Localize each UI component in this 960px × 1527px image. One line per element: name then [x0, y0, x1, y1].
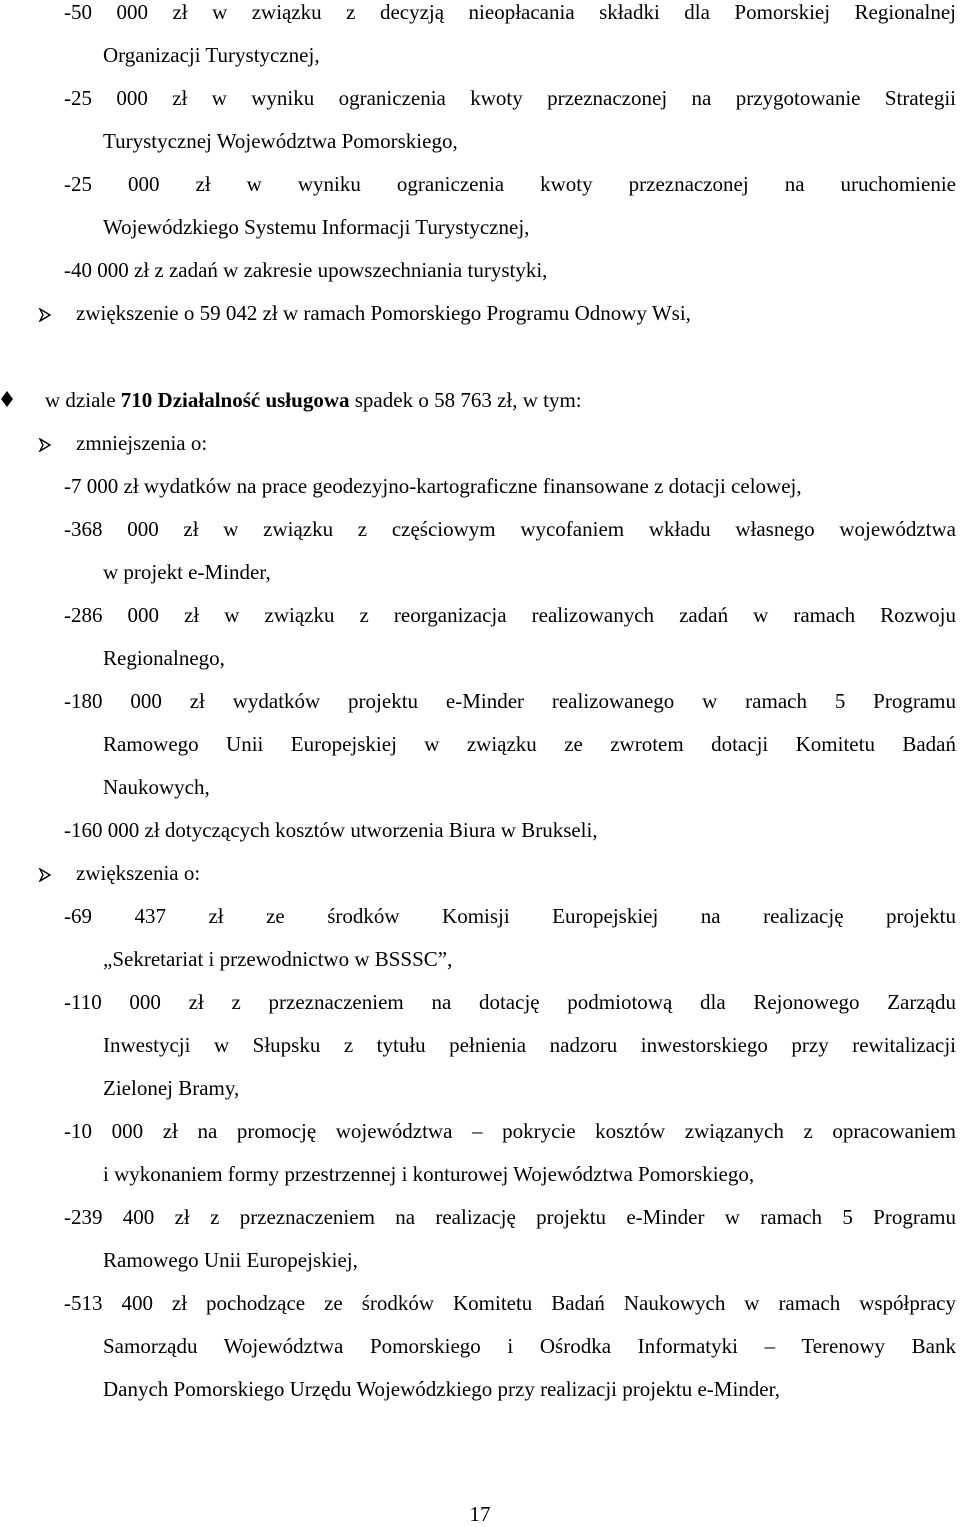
text-line: zmniejszenia o: [76, 431, 208, 455]
text-line: -25 000 zł w wyniku ograniczenia kwoty przeznaczonej na przygotowanie Strategii [64, 86, 956, 110]
text-line: Organizacji Turystycznej, [103, 43, 320, 67]
text-line: Samorządu Województwa Pomorskiego i Ośrodka Informatyki – Terenowy Bank [103, 1334, 956, 1358]
text-line: -69 437 zł ze środków Komisji Europejskiej na realizację projektu [64, 904, 956, 928]
text-line: -286 000 zł w związku z reorganizacja realizowanych zadań w ramach Rozwoju [64, 603, 956, 627]
arrowhead-bullet-icon [38, 308, 52, 322]
text-line: -180 000 zł wydatków projektu e-Minder realizowanego w ramach 5 Programu [64, 689, 956, 713]
text-line: -368 000 zł w związku z częściowym wycofaniem wkładu własnego województwa [64, 517, 956, 541]
text-line: Wojewódzkiego Systemu Informacji Turystycznej, [103, 215, 530, 239]
text-line: -160 000 zł dotyczących kosztów utworzenia Biura w Brukseli, [64, 818, 598, 842]
arrowhead-bullet-icon [38, 868, 52, 882]
text-line: -10 000 zł na promocję województwa – pokrycie kosztów związanych z opracowaniem [64, 1119, 956, 1143]
text-line: zwiększenia o: [76, 861, 201, 885]
text-line: -239 400 zł z przeznaczeniem na realizację projektu e-Minder w ramach 5 Programu [64, 1205, 956, 1229]
text-line: w projekt e-Minder, [103, 560, 271, 584]
text-line: -513 400 zł pochodzące ze środków Komitetu Badań Naukowych w ramach współpracy [64, 1291, 956, 1315]
text-line: Zielonej Bramy, [103, 1076, 240, 1100]
text-line: Naukowych, [103, 775, 210, 799]
text-line: -110 000 zł z przeznaczeniem na dotację podmiotową dla Rejonowego Zarządu [64, 990, 956, 1014]
text-line: Regionalnego, [103, 646, 225, 670]
page-number: 17 [469, 1502, 491, 1526]
text-line: Danych Pomorskiego Urzędu Wojewódzkiego przy realizacji projektu e-Minder, [103, 1377, 781, 1401]
text-line: „Sekretariat i przewodnictwo w BSSSC”, [103, 947, 453, 971]
text-line: Ramowego Unii Europejskiej, [103, 1248, 358, 1272]
text-line: -40 000 zł z zadań w zakresie upowszechniania turystyki, [64, 258, 548, 282]
section-summary: spadek o 58 763 zł, w tym: [354, 388, 582, 412]
arrowhead-bullet-icon [38, 438, 52, 452]
section-intro: w dziale [45, 388, 116, 412]
text-line: -7 000 zł wydatków na prace geodezyjno-kartograficzne finansowane z dotacji celowej, [64, 474, 802, 498]
text-line: -25 000 zł w wyniku ograniczenia kwoty przeznaczonej na uruchomienie [64, 172, 956, 196]
text-line: Turystycznej Województwa Pomorskiego, [103, 129, 458, 153]
section-title: 710 Działalność usługowa [120, 388, 350, 412]
text-line: -50 000 zł w związku z decyzją nieopłacania składki dla Pomorskiej Regionalnej [64, 0, 956, 24]
text-line: zwiększenie o 59 042 zł w ramach Pomorskiego Programu Odnowy Wsi, [76, 301, 691, 325]
text-line: i wykonaniem formy przestrzennej i konturowej Województwa Pomorskiego, [103, 1162, 755, 1186]
section-heading-line [45, 390, 582, 411]
text-line: Inwestycji w Słupsku z tytułu pełnienia nadzoru inwestorskiego przy rewitalizacji [103, 1033, 956, 1057]
diamond-bullet-icon [0, 390, 14, 408]
text-line: Ramowego Unii Europejskiej w związku ze zwrotem dotacji Komitetu Badań [103, 732, 956, 756]
